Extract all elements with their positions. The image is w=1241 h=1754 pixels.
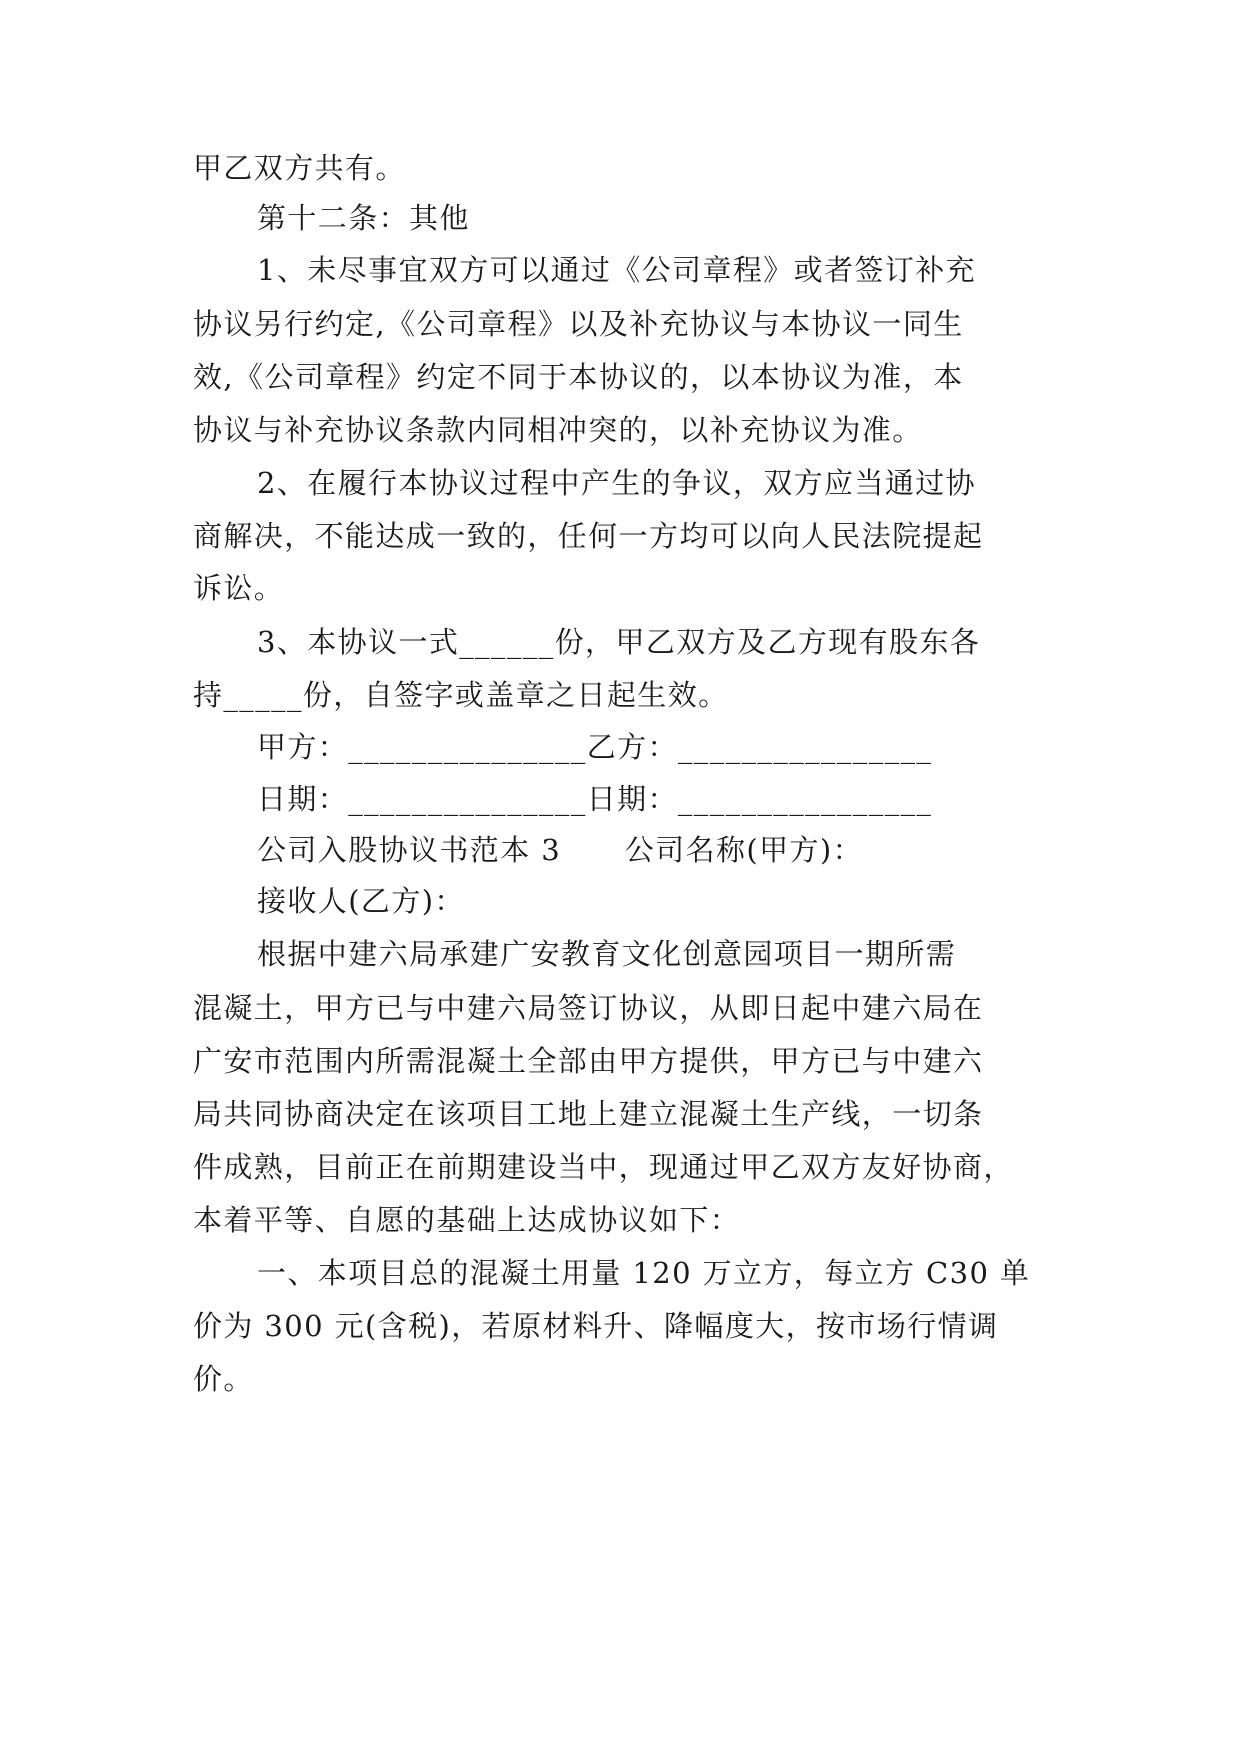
paragraph-line: 3、本协议一式______份，甲乙双方及乙方现有股东各 xyxy=(257,625,981,659)
paragraph-line: 本着平等、自愿的基础上达成协议如下： xyxy=(193,1203,741,1237)
paragraph-line: 混凝土，甲方已与中建六局签订协议，从即日起中建六局在 xyxy=(193,991,984,1025)
paragraph-line: 局共同协商决定在该项目工地上建立混凝土生产线，一切条 xyxy=(193,1097,984,1131)
paragraph-line: 商解决，不能达成一致的，任何一方均可以向人民法院提起 xyxy=(193,519,984,553)
paragraph-line: 协议与补充协议条款内同相冲突的，以补充协议为准。 xyxy=(193,413,923,447)
paragraph-line: 效,《公司章程》约定不同于本协议的，以本协议为准，本 xyxy=(193,360,964,394)
signature-line-dates: 日期：_______________日期：________________ xyxy=(257,782,933,816)
paragraph-line: 甲乙双方共有。 xyxy=(193,151,406,185)
template-title-line: 公司入股协议书范本 3 公司名称(甲方)： xyxy=(257,833,864,867)
paragraph-line: 价。 xyxy=(193,1362,254,1396)
paragraph-line: 持_____份，自签字或盖章之日起生效。 xyxy=(193,678,729,712)
section-heading: 第十二条：其他 xyxy=(257,201,470,235)
paragraph-line: 2、在履行本协议过程中产生的争议，双方应当通过协 xyxy=(257,466,977,500)
paragraph-line: 诉讼。 xyxy=(193,571,285,605)
paragraph-line: 件成熟，目前正在前期建设当中，现通过甲乙双方友好协商， xyxy=(193,1150,1014,1184)
paragraph-line: 根据中建六局承建广安教育文化创意园项目一期所需 xyxy=(257,937,957,971)
recipient-line: 接收人(乙方)： xyxy=(257,884,465,918)
signature-line-parties: 甲方：_______________乙方：________________ xyxy=(257,730,933,764)
paragraph-line: 协议另行约定,《公司章程》以及补充协议与本协议一同生 xyxy=(193,307,964,341)
paragraph-line: 1、未尽事宜双方可以通过《公司章程》或者签订补充 xyxy=(257,253,977,287)
paragraph-line: 价为 300 元(含税)，若原材料升、降幅度大，按市场行情调 xyxy=(193,1309,999,1343)
paragraph-line: 一、本项目总的混凝土用量 120 万立方，每立方 C30 单 xyxy=(257,1256,1031,1290)
paragraph-line: 广安市范围内所需混凝土全部由甲方提供，甲方已与中建六 xyxy=(193,1044,984,1078)
